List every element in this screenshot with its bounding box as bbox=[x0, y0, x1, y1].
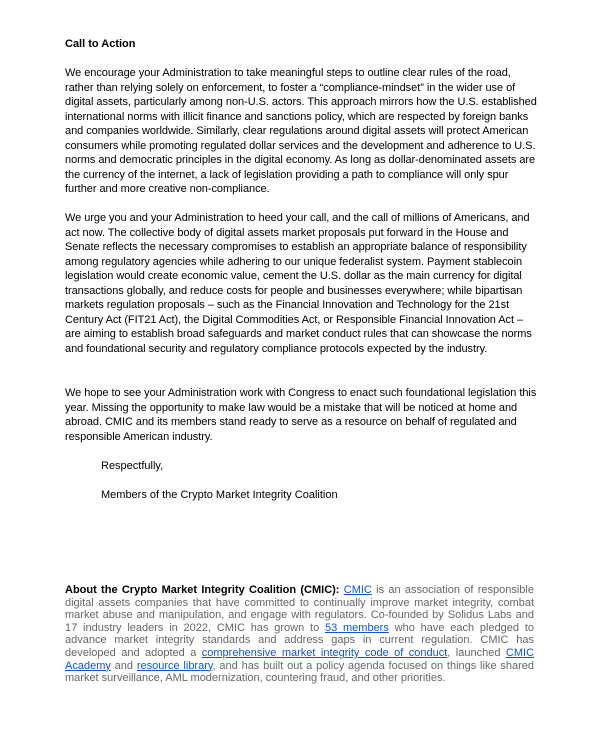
cmic-academy-link[interactable]: CMIC Academy bbox=[65, 646, 535, 672]
paragraph-congress: We hope to see your Administration work with Congress to enact such foundational legislation this year. Missing the opportunity to make law would be a mistake that will be noticed at home and abroad. CMIC and its members stand ready to serve as a resource on behalf of regulated and responsible American industry. bbox=[65, 387, 537, 443]
closing-signature: Members of the Crypto Market Integrity Coalition bbox=[101, 489, 338, 501]
about-text-5: , and has built out a policy agenda focused on things like shared market surveillance, AML modernization, countering fraud, and other priorities. bbox=[65, 659, 534, 685]
closing-salutation: Respectfully, bbox=[101, 460, 164, 472]
about-text-2: who have each pledged to advance market integrity standards and address gaps in current regulation. CMIC has developed and adopted a bbox=[65, 621, 535, 659]
section-heading: Call to Action bbox=[65, 38, 136, 50]
about-cmic bbox=[65, 584, 534, 685]
about-lead: About the Crypto Market Integrity Coalition (CMIC): bbox=[65, 584, 340, 596]
about-text-4: and bbox=[110, 659, 137, 672]
paragraph-legislation: We urge you and your Administration to heed your call, and the call of millions of Americans, and act now. The collective body of digital assets market proposals put forward in the House and Senate reflects the necessary compromises to establish an appropriate balance of responsibility among regulatory agencies while adhering to our unique federalist system. Payment stablecoin legislation would create economic value, cement the U.S. dollar as the main currency for digital transactions globally, and reduce costs for people and businesses everywhere; while bipartisan markets regulation proposals – such as the Financial Innovation and Technology for the 21st Century Act (FIT21 Act), the Digital Commodities Act, or Responsible Financial Innovation Act – are aiming to establish broad safeguards and market conduct rules that can showcase the norms and foundational security and regulatory compliance protocols expected by the industry. bbox=[65, 212, 532, 355]
code-of-conduct-link[interactable]: comprehensive market integrity code of conduct bbox=[201, 646, 448, 659]
about-text-3: , launched bbox=[447, 646, 506, 659]
cmic-link[interactable]: CMIC bbox=[343, 584, 372, 596]
about-text-1: is an association of responsible digital assets companies that have committed to continually improve market integrity, combat market abuse and manipulation, and engage with regulators. Co-founded by Solidus Labs and 17 industry leaders in 2022, CMIC has grown to bbox=[65, 584, 534, 634]
paragraph-compliance: We encourage your Administration to take meaningful steps to outline clear rules of the road, rather than relying solely on enforcement, to foster a “compliance-mindset” in the wider use of digital assets, particularly among non-U.S. actors. This approach mirrors how the U.S. established international norms with illicit finance and sanctions policy, which are respected by foreign banks and companies worldwide. Similarly, clear regulations around digital assets will protect American consumers while promoting regulated dollar services and the development and adherence to U.S. norms and democratic principles in the digital economy. As long as dollar-denominated assets are the currency of the internet, a lack of legislation providing a path to compliance will only spur further and more creative non-compliance. bbox=[65, 67, 537, 195]
resource-library-link[interactable]: resource library bbox=[136, 659, 213, 672]
members-link[interactable]: 53 members bbox=[324, 621, 389, 634]
